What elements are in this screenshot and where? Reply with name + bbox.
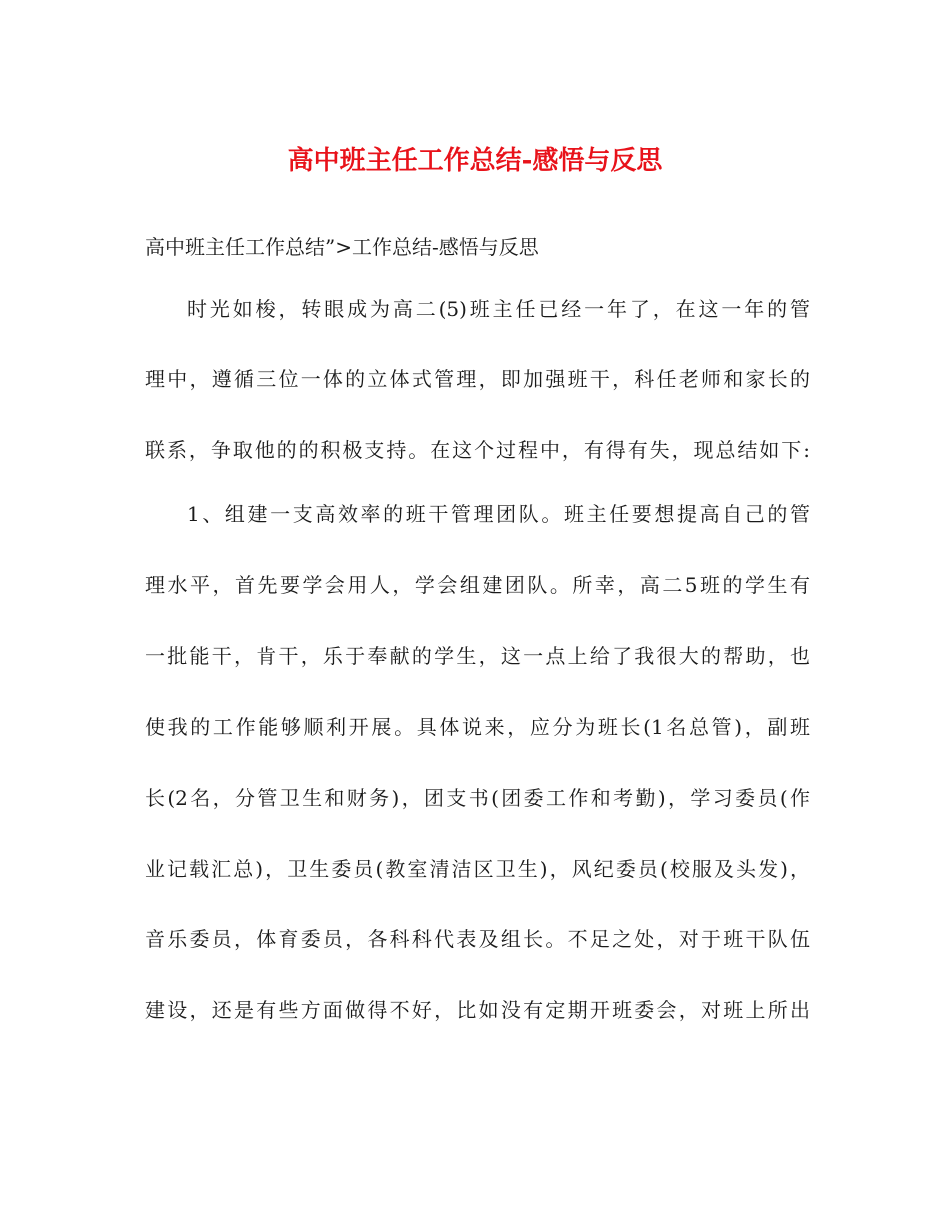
paragraph-2-line-3: 一批能干，肯干，乐于奉献的学生，这一点上给了我很大的帮助，也: [145, 644, 810, 668]
paragraph-1-line-2: 理中，遵循三位一体的立体式管理，即加强班干，科任老师和家长的: [145, 367, 810, 391]
paragraph-2-line-8: 建设，还是有些方面做得不好，比如没有定期开班委会，对班上所出: [145, 998, 810, 1022]
paragraph-1-line-1: 时光如梭，转眼成为高二(5)班主任已经一年了，在这一年的管: [187, 297, 810, 321]
paragraph-2-line-1: 1、组建一支高效率的班干管理团队。班主任要想提高自己的管: [187, 502, 810, 526]
paragraph-2-line-5: 长(2名，分管卫生和财务)，团支书(团委工作和考勤)，学习委员(作: [145, 786, 810, 810]
paragraph-2-line-2: 理水平，首先要学会用人，学会组建团队。所幸，高二5班的学生有: [145, 573, 810, 597]
paragraph-1-line-3: 联系，争取他的的积极支持。在这个过程中，有得有失，现总结如下:: [145, 438, 810, 462]
document-subtitle: 高中班主任工作总结”>工作总结-感悟与反思: [145, 235, 539, 259]
paragraph-2-line-7: 音乐委员，体育委员，各科科代表及组长。不足之处，对于班干队伍: [145, 927, 810, 951]
paragraph-2-line-4: 使我的工作能够顺利开展。具体说来，应分为班长(1名总管)，副班: [145, 715, 810, 739]
document-title: 高中班主任工作总结-感悟与反思: [287, 146, 663, 176]
paragraph-2-line-6: 业记载汇总)，卫生委员(教室清洁区卫生)，风纪委员(校服及头发)，: [145, 857, 810, 881]
